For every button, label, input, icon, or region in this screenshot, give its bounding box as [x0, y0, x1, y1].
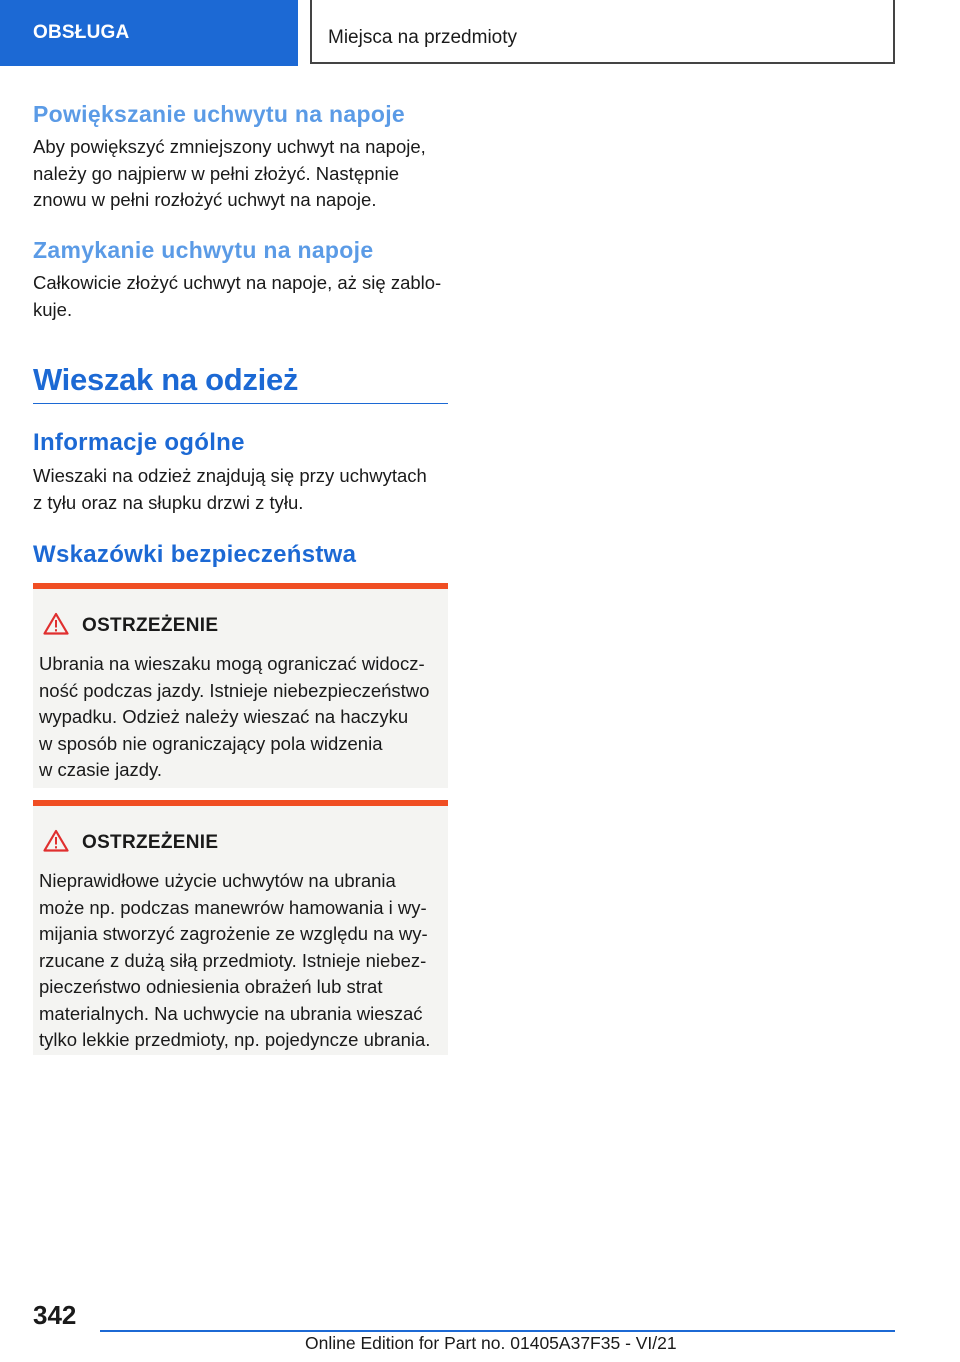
warning-header — [39, 828, 440, 858]
text-line: Całkowicie złożyć uchwyt na napoje, aż się zablo- — [33, 272, 442, 293]
section-label: OBSŁUGA — [33, 22, 130, 43]
heading-close: Zamykanie uchwytu na napoje — [33, 237, 374, 263]
text-line: z tyłu oraz na słupku drzwi z tyłu. — [33, 491, 304, 513]
warning-box — [33, 800, 448, 1055]
warning-text-line: wypadku. Odzież należy wieszać na haczyku — [39, 706, 409, 727]
warning-text-line: może np. podczas manewrów hamowania i wy- — [39, 896, 427, 918]
text-line: znowu w pełni rozłożyć uchwyt na napoje. — [33, 189, 377, 210]
warning-text-line: Nieprawidłowe użycie uchwytów na ubrania — [39, 870, 396, 891]
section-close — [33, 237, 448, 323]
warning-title: OSTRZEŻENIE — [82, 615, 219, 636]
section-tab — [0, 0, 298, 66]
section-safety — [33, 541, 448, 569]
warning-text-line: w sposób nie ograniczający pola widzenia — [39, 732, 383, 754]
warning-triangle-icon — [39, 612, 82, 640]
chapter-header — [310, 0, 895, 64]
heading-general: Informacje ogólne — [33, 429, 245, 456]
warning-text-line: materialnych. Na uchwycie na ubrania wieszać — [39, 1002, 423, 1024]
text-line: Wieszaki na odzież znajdują się przy uchwytach — [33, 465, 427, 486]
warning-text-line: pieczeństwo odniesienia obrażeń lub strat — [39, 976, 383, 997]
warning-text-line: mijania stworzyć zagrożenie ze względu na wy- — [39, 923, 428, 944]
warning-title: OSTRZEŻENIE — [82, 832, 219, 853]
heading-hanger: Wieszak na odzież — [33, 362, 299, 397]
section-enlarge — [33, 101, 448, 214]
heading-safety: Wskazówki bezpieczeństwa — [33, 541, 357, 568]
heading-enlarge: Powiększanie uchwytu na napoje — [33, 101, 405, 127]
section-hanger — [33, 362, 448, 398]
warning-box — [33, 583, 448, 788]
warning-text-line: w czasie jazdy. — [39, 759, 163, 780]
text-line: Aby powiększyć zmniejszony uchwyt na napoje, — [33, 136, 426, 157]
warning-text-line: Ubrania na wieszaku mogą ograniczać widocz- — [39, 653, 425, 674]
text-line: należy go najpierw w pełni złożyć. Następnie — [33, 162, 400, 184]
heading-rule — [33, 403, 448, 404]
chapter-title: Miejsca na przedmioty — [328, 27, 518, 48]
warning-text-line: ność podczas jazdy. Istnieje niebezpieczeństwo — [39, 679, 430, 701]
section-general — [33, 429, 448, 516]
warning-header — [39, 611, 440, 641]
edition-note: Online Edition for Part no. 01405A37F35 - VI/21 — [305, 1333, 677, 1353]
warning-text-line: tylko lekkie przedmioty, np. pojedyncze ubrania. — [39, 1029, 431, 1050]
footer-rule — [100, 1330, 895, 1332]
text-line: kuje. — [33, 298, 73, 320]
page-number: 342 — [33, 1300, 77, 1330]
warning-triangle-icon — [39, 829, 82, 857]
warning-text-line: rzucane z dużą siłą przedmioty. Istnieje niebez- — [39, 949, 427, 971]
